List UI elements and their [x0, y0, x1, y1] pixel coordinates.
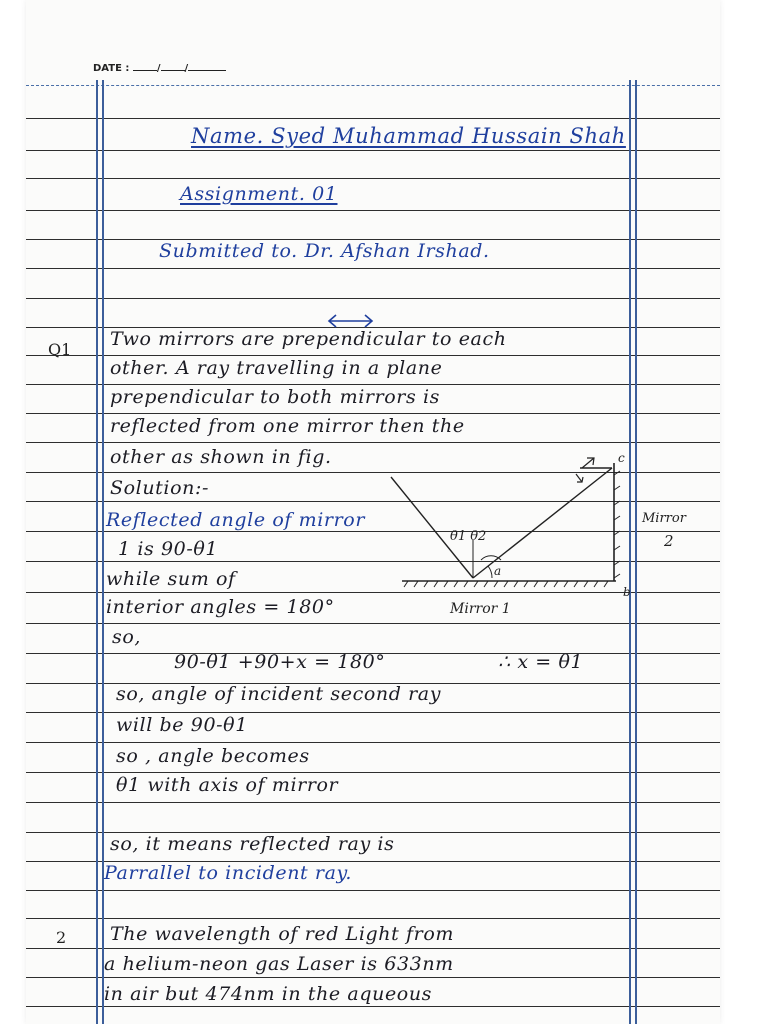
equation-line: 90-θ1 +90+x = 180°: [174, 651, 386, 673]
q2-line-3: in air but 474nm in the aqueous: [104, 983, 433, 1005]
q1-line-1: Two mirrors are prependicular to each: [110, 328, 507, 350]
mirror-1-label: Mirror 1: [450, 601, 511, 617]
theta-labels: θ1 θ2: [450, 529, 487, 544]
mirror-diagram: [26, 0, 720, 1024]
after-line-3: so , angle becomes: [116, 745, 310, 767]
name-line: Name. Syed Muhammad Hussain Shah: [191, 124, 626, 148]
q2-line-2: a helium-neon gas Laser is 633nm: [104, 953, 454, 975]
assignment-line: Assignment. 01: [180, 183, 338, 205]
question-1-marker: Q1: [48, 340, 72, 359]
mirror-2-number: 2: [664, 532, 674, 550]
solution-line-3: while sum of: [106, 568, 236, 590]
mirror-2-label: Mirror: [642, 511, 686, 526]
after-line-1: so, angle of incident second ray: [116, 683, 442, 705]
question-2-marker: 2: [56, 928, 67, 947]
q1-line-2: other. A ray travelling in a plane: [110, 357, 443, 379]
conclusion-line-1: so, it means reflected ray is: [110, 833, 395, 855]
q1-line-4: reflected from one mirror then the: [110, 415, 465, 437]
conclusion-line-2: Parrallel to incident ray.: [104, 862, 352, 884]
solution-heading: Solution:-: [110, 477, 209, 499]
q2-line-1: The wavelength of red Light from: [110, 923, 454, 945]
reflected-ray: [473, 468, 612, 578]
result-line: ∴ x = θ1: [498, 651, 584, 673]
angle-a-label: a: [494, 564, 502, 578]
solution-line-2: 1 is 90-θ1: [118, 538, 219, 560]
double-arrow-icon: [329, 315, 372, 327]
q1-line-5: other as shown in fig.: [110, 446, 332, 468]
solution-line-1: Reflected angle of mirror: [106, 509, 366, 531]
notebook-page: [26, 0, 720, 1024]
solution-line-4: interior angles = 180°: [106, 596, 335, 618]
corner-b-label: b: [623, 585, 631, 599]
submitted-line: Submitted to. Dr. Afshan Irshad.: [159, 240, 490, 262]
after-line-4: θ1 with axis of mirror: [116, 774, 339, 796]
angle-arc: [481, 556, 501, 560]
incident-ray: [391, 477, 473, 578]
corner-c-label: c: [618, 451, 625, 465]
mirror-1-hatching: [404, 581, 608, 587]
solution-line-5: so,: [112, 626, 142, 648]
after-line-2: will be 90-θ1: [116, 714, 248, 736]
mirror-2-hatching: [614, 471, 620, 578]
arrow-icon: [576, 458, 594, 482]
date-field: DATE : / /: [93, 62, 226, 74]
q1-line-3: prependicular to both mirrors is: [110, 386, 440, 408]
angle-arc: [488, 566, 492, 578]
date-label: DATE :: [93, 63, 130, 74]
